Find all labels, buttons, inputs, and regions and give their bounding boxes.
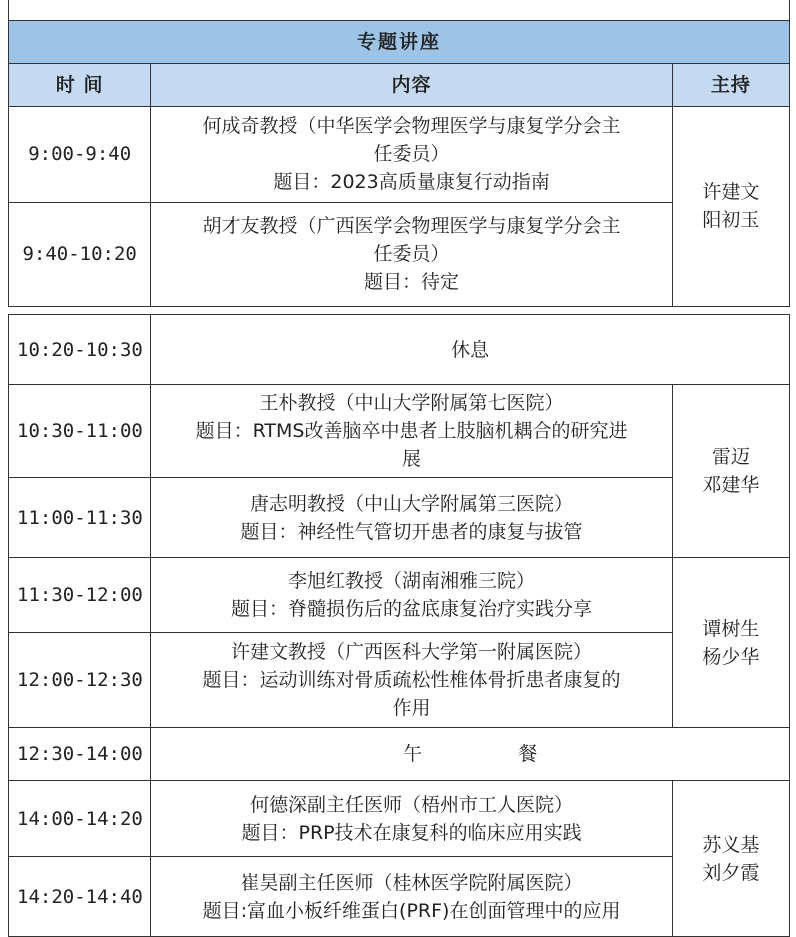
time-cell: 10:30-11:00 (9, 385, 151, 478)
time-cell: 10:20-10:30 (9, 315, 151, 385)
host-name: 刘夕霞 (702, 861, 760, 884)
content-cell (151, 202, 672, 306)
speaker-line: 李旭红教授（湖南湘雅三院） (288, 570, 536, 592)
speaker-line-cont: 任委员） (373, 243, 450, 265)
header-host: 主持 (672, 63, 789, 106)
topic-line: 题目：脊髓损伤后的盆底康复治疗实践分享 (231, 598, 593, 620)
time-cell: 14:20-14:40 (9, 857, 151, 937)
speaker-line: 胡才友教授（广西医学会物理医学与康复学分会主 (202, 215, 621, 237)
topic-line: 题目：待定 (364, 271, 460, 293)
topic-line: 题目：PRP技术在康复科的临床应用实践 (241, 821, 582, 844)
host-cell (672, 385, 789, 558)
time-cell: 9:40-10:20 (9, 202, 151, 306)
topic-line: 题目：神经性气管切开患者的康复与拔管 (240, 520, 583, 543)
content-cell (151, 106, 672, 202)
content-cell (151, 781, 672, 857)
header-row (9, 63, 790, 106)
speaker-line-cont: 任委员） (373, 143, 450, 165)
lunch-char: 午 (403, 743, 423, 765)
topic-line: 题目：RTMS改善脑卒中患者上肢脑机耦合的研究进 (195, 420, 628, 442)
table-row (9, 781, 790, 857)
speaker-line: 许建文教授（广西医科大学第一附属医院） (231, 641, 593, 663)
host-name: 阳初玉 (702, 209, 760, 231)
header-time: 时 间 (9, 63, 151, 106)
host-name: 雷迈 (711, 446, 750, 468)
schedule-table-lower (8, 314, 790, 937)
host-cell (672, 106, 789, 306)
host-name: 苏义基 (702, 833, 760, 856)
time-cell: 14:00-14:20 (9, 781, 151, 857)
host-cell (672, 781, 789, 937)
speaker-line: 王朴教授（中山大学附属第七医院） (259, 392, 564, 414)
topic-line-cont: 展 (402, 448, 422, 470)
topic-line-cont: 作用 (392, 697, 431, 719)
break-label: 休息 (151, 315, 790, 385)
content-cell (151, 385, 672, 478)
break-row (9, 315, 790, 385)
table-row (9, 385, 790, 478)
table-row (9, 106, 790, 202)
time-cell: 11:30-12:00 (9, 558, 151, 633)
table-row (9, 558, 790, 633)
speaker-line: 何德深副主任医师（梧州市工人医院） (250, 793, 574, 816)
topic-line: 题目：2023高质量康复行动指南 (273, 171, 550, 193)
lunch-char: 餐 (518, 743, 538, 765)
host-name: 邓建华 (702, 474, 760, 496)
content-cell (151, 478, 672, 558)
speaker-line: 崔昊副主任医师（桂林医学院附属医院） (240, 871, 583, 894)
host-cell (672, 558, 789, 728)
header-content: 内容 (151, 63, 672, 106)
content-cell (151, 633, 672, 728)
time-cell: 12:00-12:30 (9, 633, 151, 728)
time-cell: 11:00-11:30 (9, 478, 151, 558)
topic-line: 题目：运动训练对骨质疏松性椎体骨折患者康复的 (202, 669, 621, 691)
time-cell: 9:00-9:40 (9, 106, 151, 202)
section-title: 专题讲座 (9, 20, 790, 63)
section-title-row (9, 20, 790, 63)
lunch-row (9, 728, 790, 781)
time-cell: 12:30-14:00 (9, 728, 151, 781)
speaker-line: 何成奇教授（中华医学会物理医学与康复学分会主 (202, 115, 621, 137)
host-name: 谭树生 (702, 617, 760, 640)
content-cell (151, 558, 672, 633)
host-name: 杨少华 (702, 645, 760, 668)
host-name: 许建文 (702, 181, 760, 203)
speaker-line: 唐志明教授（中山大学附属第三医院） (250, 492, 574, 515)
content-cell (151, 857, 672, 937)
schedule-table-upper (8, 0, 790, 307)
topic-line: 题目:富血小板纤维蛋白(PRF)在创面管理中的应用 (202, 899, 621, 922)
lunch-label (151, 728, 790, 781)
